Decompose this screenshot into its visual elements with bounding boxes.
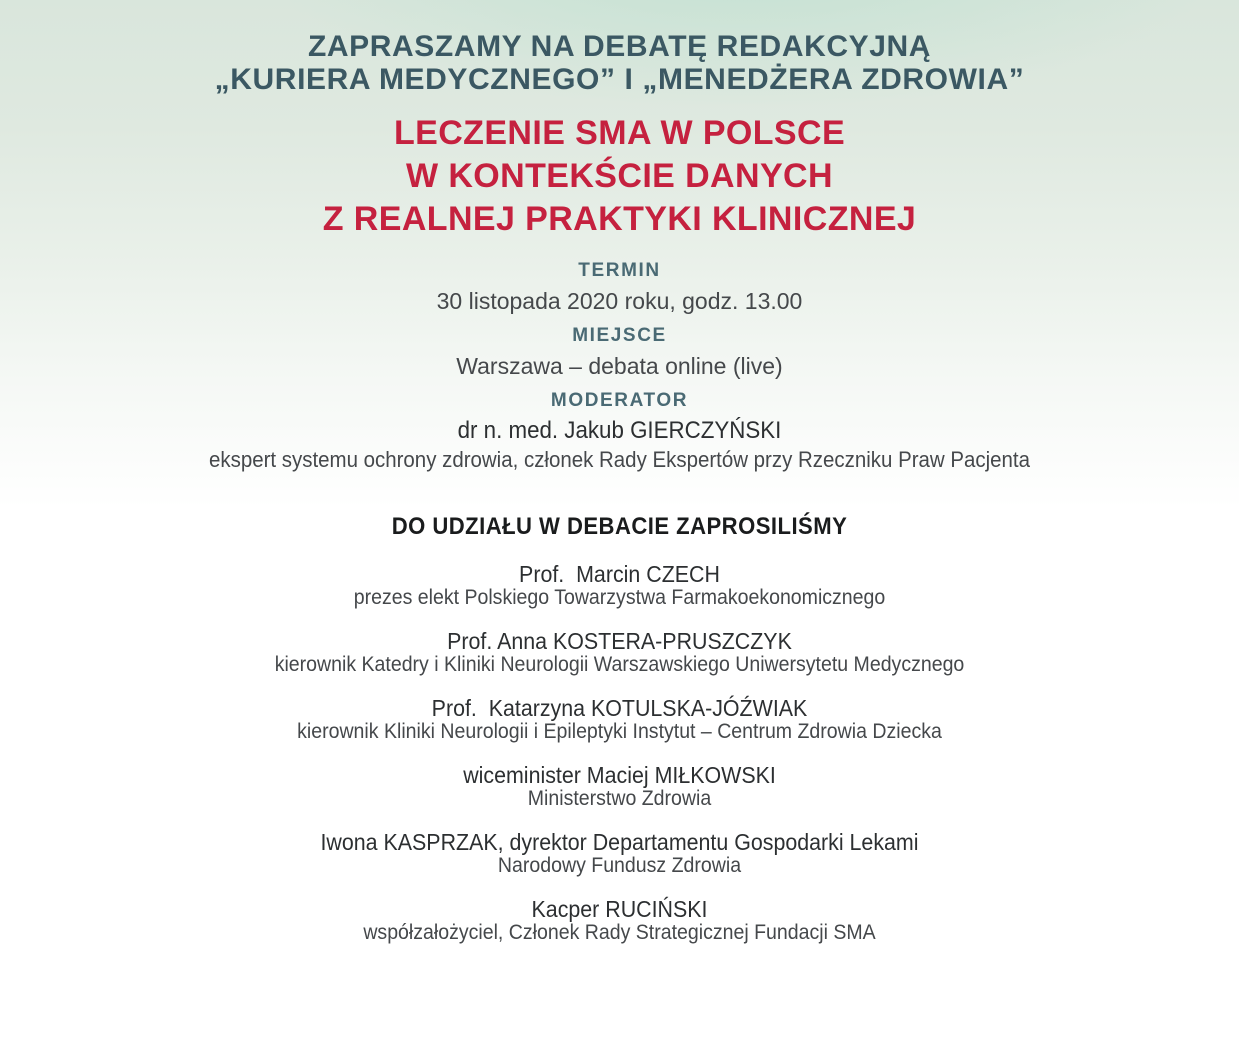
miejsce-label: MIEJSCE [572, 325, 667, 346]
participant-item [0, 763, 1239, 811]
participant-name: Kacper RUCIŃSKI [531, 896, 708, 922]
participant-item [0, 629, 1239, 677]
participants-list [0, 562, 1239, 945]
participant-item [0, 696, 1239, 744]
participant-name: Prof. Marcin CZECH [519, 561, 720, 587]
invite-line-1: ZAPRASZAMY NA DEBATĘ REDAKCYJNĄ [307, 30, 932, 63]
termin-label: TERMIN [578, 260, 661, 281]
participant-affiliation: kierownik Katedry i Kliniki Neurologii Warszawskiego Uniwersytetu Medycznego [274, 653, 965, 676]
miejsce-value: Warszawa – debata online (live) [456, 353, 783, 379]
participant-item [0, 830, 1239, 878]
invite-line-2: „KURIERA MEDYCZNEGO” I „MENEDŻERA ZDROWIA” [214, 63, 1025, 96]
participant-affiliation: współzałożyciel, Członek Rady Strategicznej Fundacji SMA [363, 921, 876, 944]
participant-affiliation: prezes elekt Polskiego Towarzystwa Farmakoekonomicznego [353, 586, 886, 609]
participant-name: Iwona KASPRZAK, dyrektor Departamentu Gospodarki Lekami [320, 829, 919, 855]
moderator-label: MODERATOR [550, 390, 689, 411]
participant-name: wiceminister Maciej MIŁKOWSKI [463, 762, 776, 788]
participant-affiliation: Ministerstwo Zdrowia [527, 787, 712, 810]
participant-item [0, 897, 1239, 945]
participant-item [0, 562, 1239, 610]
event-details [0, 261, 1239, 472]
event-title-line-1: LECZENIE SMA W POLSCE [393, 114, 846, 152]
invite-heading [0, 30, 1239, 96]
moderator-name: dr n. med. Jakub GIERCZYŃSKI [457, 417, 782, 444]
event-title-line-3: Z REALNEJ PRAKTYKI KLINICZNEJ [322, 200, 917, 238]
participant-name: Prof. Anna KOSTERA-PRUSZCZYK [447, 628, 792, 654]
moderator-description: ekspert systemu ochrony zdrowia, członek Rady Ekspertów przy Rzeczniku Praw Pacjenta [208, 447, 1031, 472]
termin-value: 30 listopada 2020 roku, godz. 13.00 [436, 288, 803, 314]
event-title [0, 112, 1239, 241]
participants-heading: DO UDZIAŁU W DEBACIE ZAPROSILIŚMY [391, 513, 848, 540]
participant-name: Prof. Katarzyna KOTULSKA-JÓŹWIAK [431, 695, 808, 721]
participant-affiliation: Narodowy Fundusz Zdrowia [497, 854, 742, 877]
participant-affiliation: kierownik Kliniki Neurologii i Epileptyki Instytut – Centrum Zdrowia Dziecka [297, 720, 942, 743]
event-title-line-2: W KONTEKŚCIE DANYCH [406, 157, 833, 195]
